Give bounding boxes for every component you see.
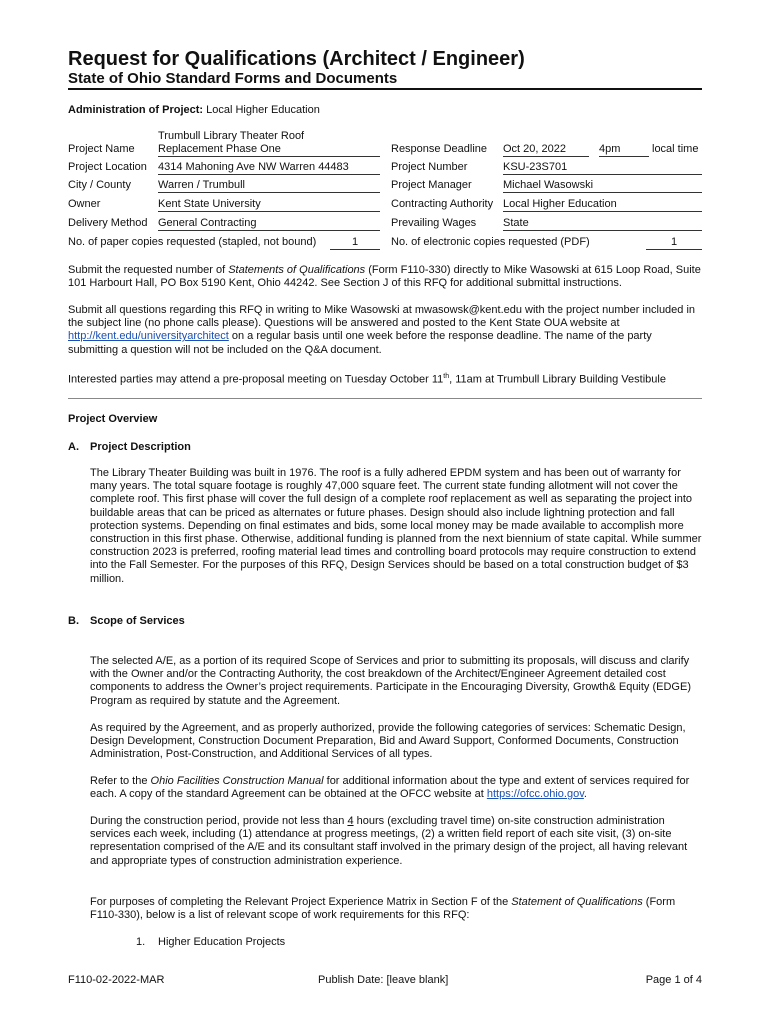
title-divider [68,88,702,90]
administration-line [68,104,320,116]
form-id: F110-02-2022-MAR [68,974,165,986]
paper-copies-label: No. of paper copies requested (stapled, not bound) [68,236,317,248]
project-manager-label: Project Manager [391,179,472,191]
response-deadline-time: 4pm [599,143,649,157]
administration-label: Administration of Project: [68,104,204,116]
submission-paragraph: Submit the requested number of Statements of Qualifications (Form F110-330) directly to Mike Wasowski at 615 Loop Road, Suite 101 Harbourt Hall, PO Box 5190 Kent, Ohio 44242. See Section J of this RFQ for additional submittal instructions. [68,264,701,290]
scope-paragraph-5: For purposes of completing the Relevant Project Experience Matrix in Section F of the Statement of Qualifications (Form F110-330), below is a list of relevant scope of work requirements for this RFQ: [90,896,676,922]
list-item: Higher Education Projects [158,936,286,948]
city-county-label: City / County [68,179,131,191]
contracting-authority-label: Contracting Authority [391,198,494,210]
owner-label: Owner [68,198,101,210]
delivery-method-label: Delivery Method [68,217,148,229]
list-item-number: 1. [136,936,146,948]
university-architect-link[interactable]: http://kent.edu/universityarchitect [68,330,229,343]
project-description-text: The Library Theater Building was built in 1976. The roof is a fully adhered EPDM system and has been out of warranty for many years. The total square footage is roughly 47,000 square feet. The current state funding allotment will not cover the complete roof. This first phase will cover the full design of a complete roof replacement as well as separating the project into buildable areas that can be priced as alternates or future phases. Design should also include lightning protection and fall protection systems. Depending on final estimates and bids, some local money may be made available to accomplish more construction in this first phase. Otherwise, additional funding is planned from the next biennium of state capital. While summer construction 2023 is preferred, roofing material lead times and controlling board protocols may require construction to extend into the Fall Semester. For the purposes of this RFQ, Design Services should be based on a total construction budget of $3 million. [90,467,702,585]
response-deadline-label: Response Deadline [391,143,488,155]
ofcc-website-link[interactable]: https://ofcc.ohio.gov [486,788,584,801]
pre-proposal-meeting-paragraph: Interested parties may attend a pre-proposal meeting on Tuesday October 11th, 11am at Trumbull Library Building Vestibule [68,373,666,386]
section-a-title: Project Description [90,441,191,453]
prevailing-wages-label: Prevailing Wages [391,217,477,229]
response-deadline-date: Oct 20, 2022 [503,143,589,157]
section-divider [68,398,702,399]
project-name-label: Project Name [68,143,135,155]
section-b-title: Scope of Services [90,615,185,627]
section-a-letter: A. [68,441,79,453]
delivery-method-value: General Contracting [158,217,380,231]
section-b-letter: B. [68,615,79,627]
scope-paragraph-4: During the construction period, provide not less than 4 hours (excluding travel time) on-site construction administration services each week, including (1) attendance at progress meetings, (2) a written field report of each site visit, (3) on-site representation comprised of the A/E and its consultant staff involved in the primary design of the project, all having relevant and appropriate types of construction administration experience. [90,815,688,867]
scope-paragraph-3: Refer to the Ohio Facilities Construction Manual for additional information about the type and extent of services required for each. A copy of the standard Agreement can be obtained at the OFCC website at https://ofcc.ohio.gov. [90,775,690,801]
project-location-value: 4314 Mahoning Ave NW Warren 44483 [158,161,380,175]
project-name-value-line2: Replacement Phase One [158,143,380,157]
project-number-label: Project Number [391,161,468,173]
questions-paragraph: Submit all questions regarding this RFQ in writing to Mike Wasowski at mwasowsk@kent.edu with the project number included in the subject line (no phone calls please). Questions will be answered and posted to the Kent State OUA website at http://kent.edu/universityarchitect on a regular basis until one week before the response deadline. The name of the party submitting a question will not be included on the Q&A document. [68,304,696,356]
paper-copies-value: 1 [330,236,380,250]
scope-paragraph-1: The selected A/E, as a portion of its required Scope of Services and prior to submitting its proposals, will discuss and clarify with the Owner and/or the Contracting Authority, the cost breakdown of the Architect/Engineer Agreement detailed cost components to address the Owner’s project requirements. Participate in the Encouraging Diversity, Growth& Equity (EDGE) Program as required by statute and the Agreement. [90,655,691,707]
scope-paragraph-2: As required by the Agreement, and as properly authorized, provide the following categories of services: Schematic Design, Design Development, Construction Document Preparation, Bid and Award Support, Conformed Documents, Construction Administration, Post-Construction, and Additional Services of all types. [90,722,686,761]
administration-value: Local Higher Education [206,104,320,116]
city-county-value: Warren / Trumbull [158,179,380,193]
publish-date: Publish Date: [leave blank] [318,974,449,986]
contracting-authority-value: Local Higher Education [503,198,702,212]
project-number-value: KSU-23S701 [503,161,702,175]
page-number: Page 1 of 4 [645,974,702,986]
project-name-value-line1: Trumbull Library Theater Roof [158,130,305,142]
project-location-label: Project Location [68,161,147,173]
document-title: Request for Qualifications (Architect / Engineer) [68,48,525,70]
prevailing-wages-value: State [503,217,702,231]
project-manager-value: Michael Wasowski [503,179,702,193]
electronic-copies-label: No. of electronic copies requested (PDF) [391,236,590,248]
project-overview-heading: Project Overview [68,413,158,425]
document-subtitle: State of Ohio Standard Forms and Documents [68,70,398,87]
response-deadline-suffix: local time [652,143,699,155]
electronic-copies-value: 1 [646,236,702,250]
owner-value: Kent State University [158,198,380,212]
